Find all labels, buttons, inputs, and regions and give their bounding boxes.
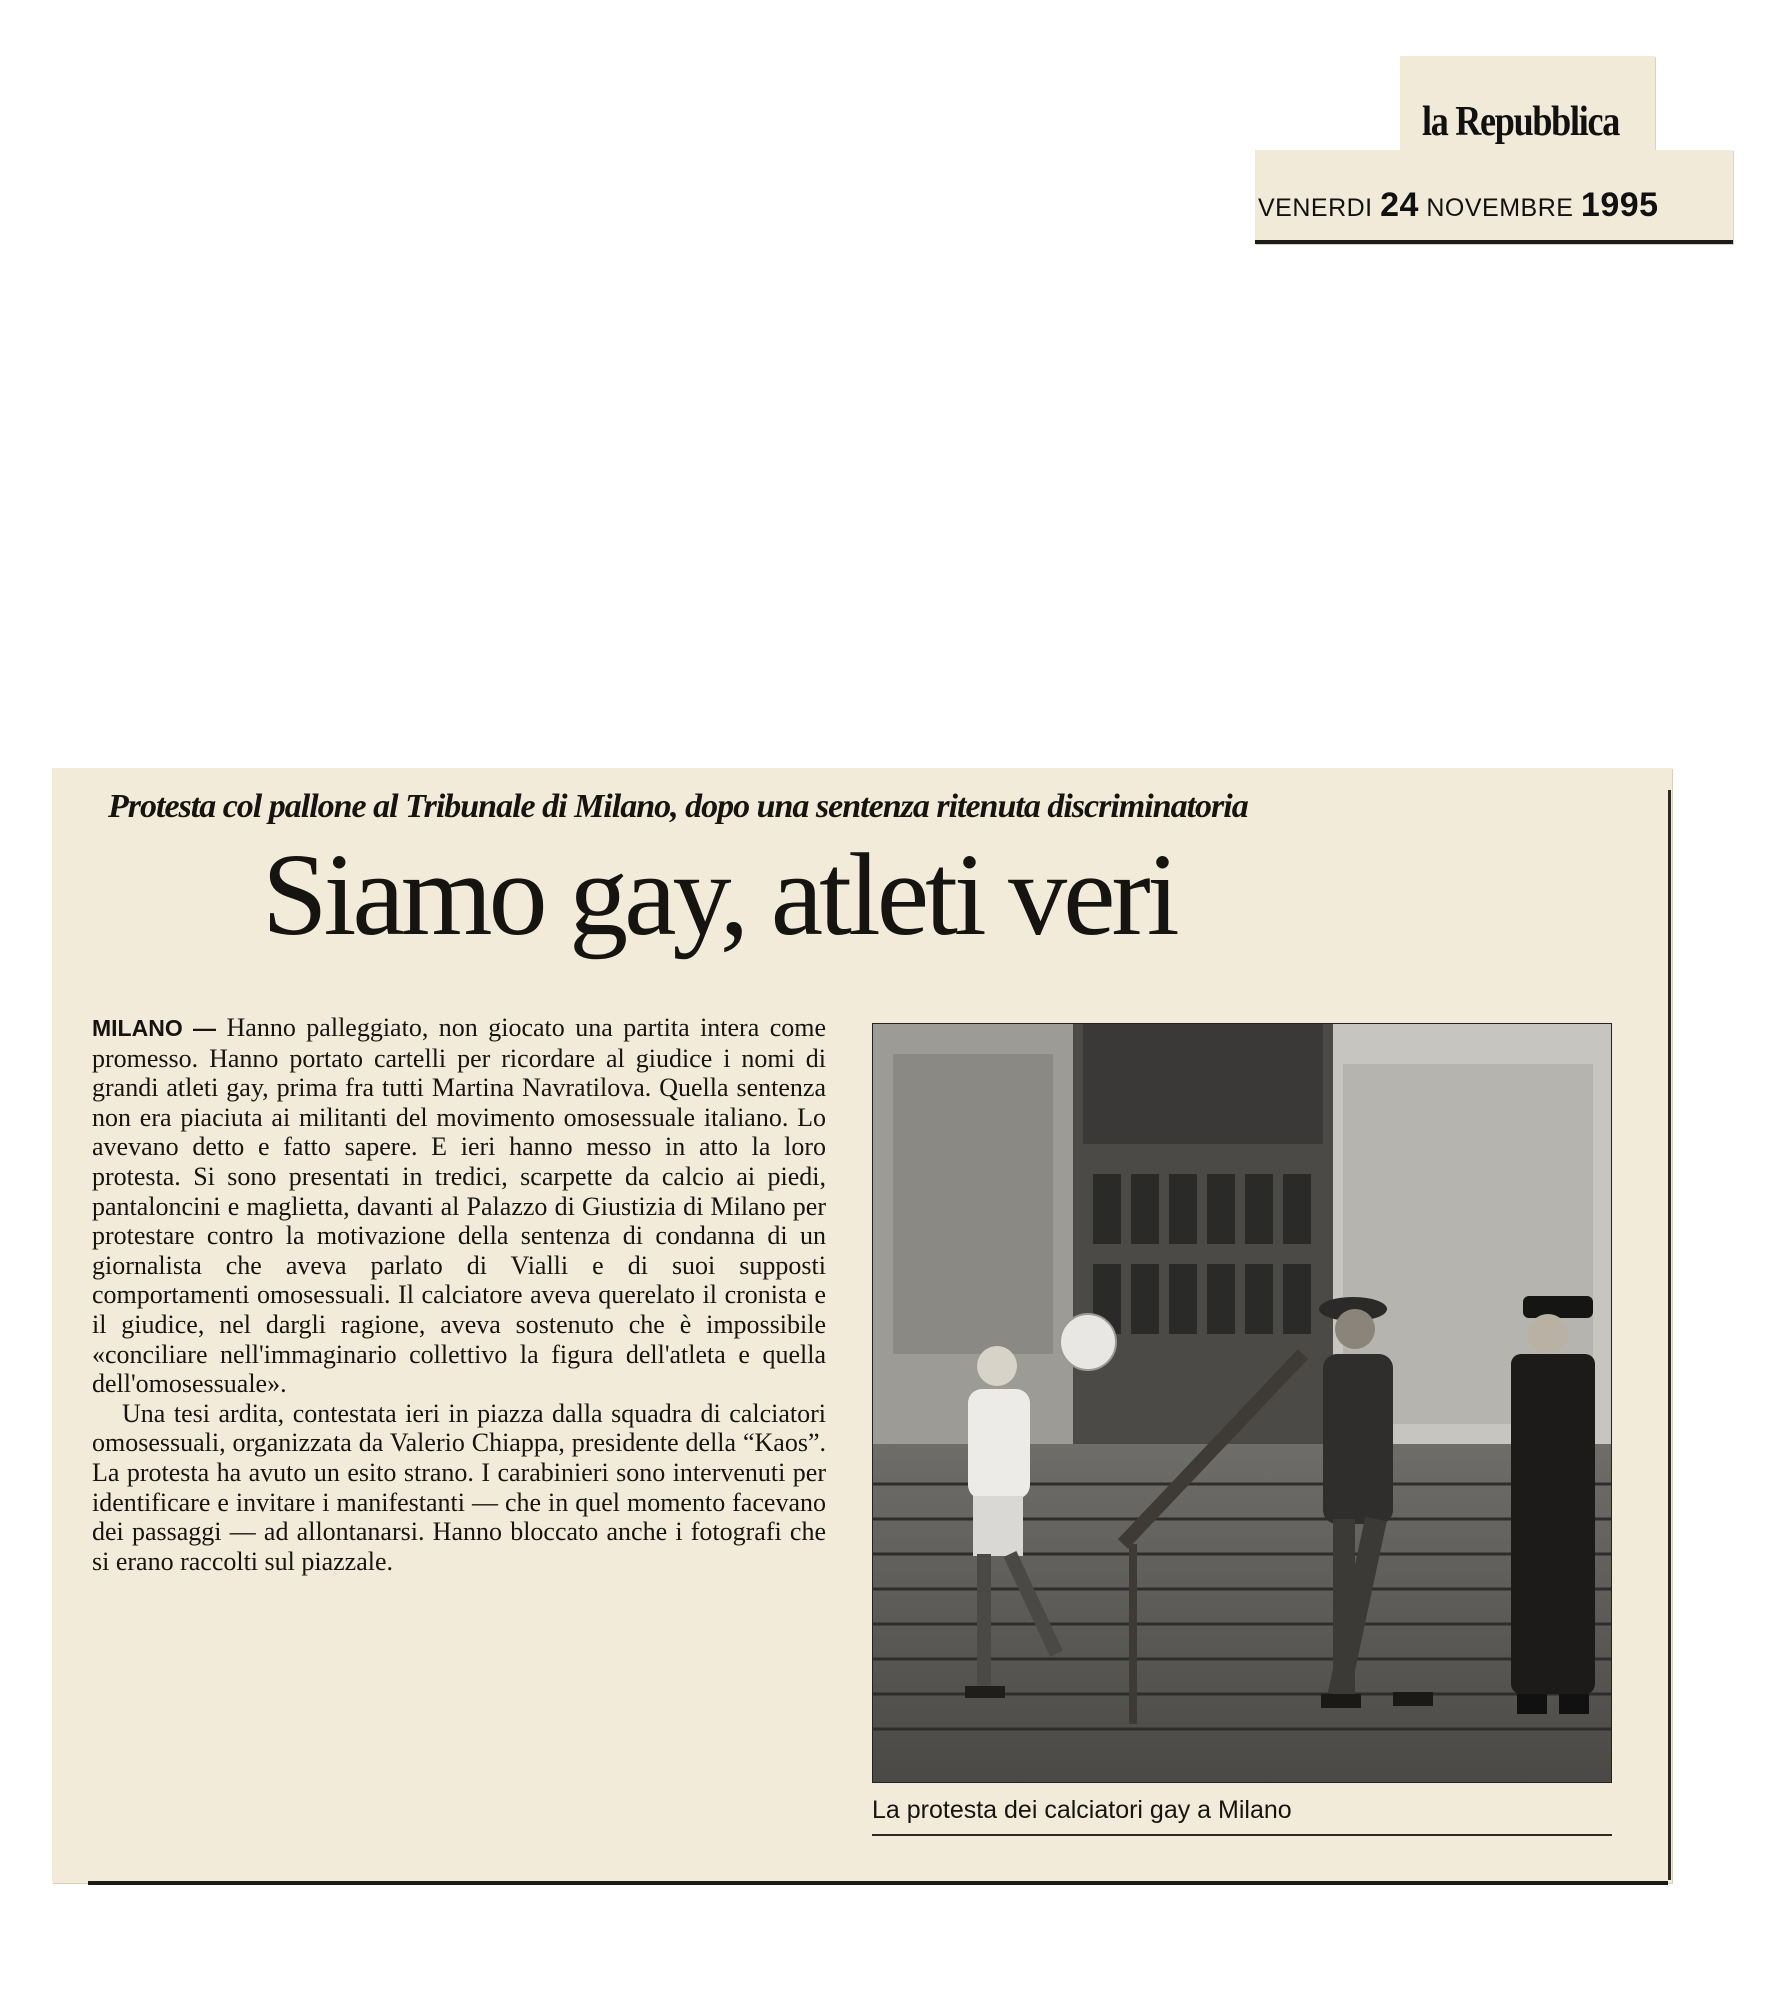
article-headline: Siamo gay, atleti veri	[262, 829, 1176, 960]
photo-illustration	[873, 1024, 1611, 1782]
column-rule	[1668, 790, 1671, 1880]
article-kicker: Protesta col pallone al Tribunale di Milano, dopo una sentenza ritenuta discriminatoria	[108, 788, 1248, 825]
article-paragraph	[92, 1013, 826, 1399]
publication-date	[1258, 186, 1659, 225]
caption-rule	[872, 1834, 1612, 1836]
photo-caption: La protesta dei calciatori gay a Milano	[872, 1796, 1292, 1824]
bottom-rule	[88, 1881, 1668, 1885]
football	[1060, 1314, 1116, 1370]
date-weekday: VENERDI	[1258, 194, 1373, 222]
date-day: 24	[1380, 186, 1419, 224]
paragraph-text: Hanno palleggiato, non giocato una partita intera come promesso. Hanno portato cartelli per ricordare al giudice i nomi di grandi atleti gay, prima fra tutti Martina Navratilova. Quella sentenza non era piaciuta ai militanti del movimento omosessuale italiano. Lo avevano detto e fatto sapere. E ieri hanno messo in atto la loro protesta. Si sono presentati in tredici, scarpette da calcio ai piedi, pantaloncini e maglietta, davanti al Palazzo di Giustizia di Milano per protestare contro la motivazione della sentenza di condanna di un giornalista che aveva parlato di Vialli e di suoi supposti comportamenti omosessuali. Il calciatore aveva querelato il cronista e il giudice, nel dargli ragione, aveva sostenuto che è impossibile «conciliare nell'immaginario collettivo la figura dell'atleta e quella dell'omosessuale».	[92, 1013, 827, 1399]
article-dateline: MILANO —	[92, 1015, 217, 1041]
carabiniere	[1511, 1296, 1595, 1714]
article-photo	[872, 1023, 1612, 1783]
article-body	[92, 1013, 826, 1576]
newspaper-logo: la Repubblica	[1422, 99, 1619, 145]
date-month: NOVEMBRE	[1426, 194, 1574, 222]
date-year: 1995	[1580, 186, 1659, 224]
article-paragraph: Una tesi ardita, contestata ieri in piazza dalla squadra di calciatori omosessuali, organizzata da Valerio Chiappa, presidente della “Kaos”. La protesta ha avuto un esito strano. I carabinieri sono intervenuti per identificare e invitare i manifestanti — che in quel momento facevano dei passaggi — ad allontanarsi. Hanno bloccato anche i fotografi che si erano raccolti sul piazzale.	[92, 1398, 826, 1576]
